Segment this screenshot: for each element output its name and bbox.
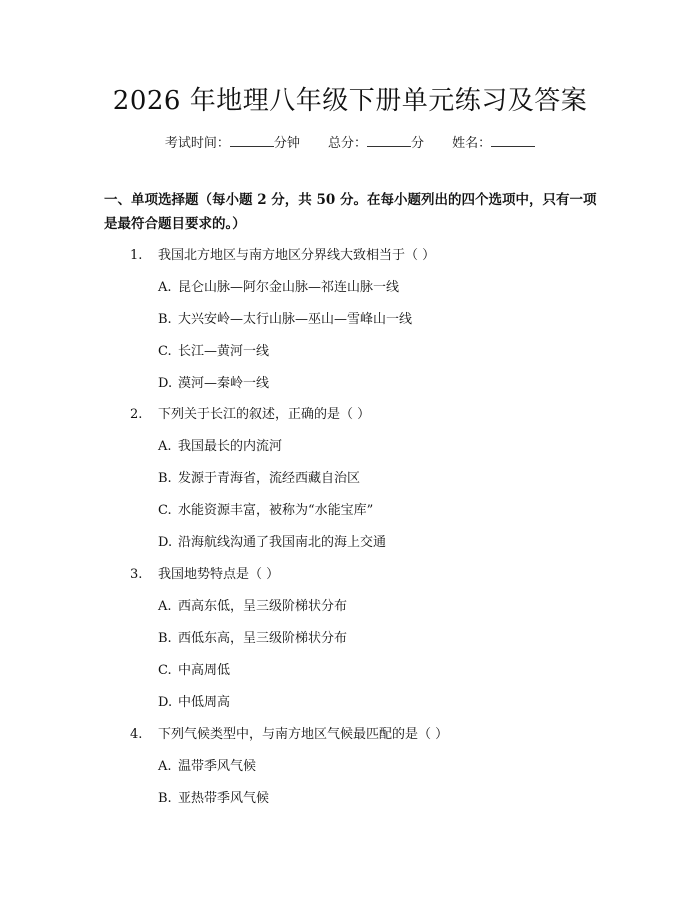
option-letter: B. <box>158 791 172 806</box>
section-heading: 一、单项选择题（每小题 2 分，共 50 分。在每小题列出的四个选项中，只有一项是最符合题目要求的。） <box>104 192 597 232</box>
option-text: 中低周高 <box>178 695 231 710</box>
question-number: 3. <box>130 567 143 582</box>
option-1a <box>158 276 399 295</box>
option-letter: B. <box>158 631 172 646</box>
option-2c <box>158 499 373 518</box>
exam-info-line <box>0 132 700 151</box>
option-letter: D. <box>158 535 173 550</box>
question-number: 4. <box>130 727 143 742</box>
option-letter: D. <box>158 695 173 710</box>
option-letter: A. <box>158 439 172 454</box>
total-score-field <box>328 136 424 151</box>
option-text: 西低东高，呈三级阶梯状分布 <box>178 631 348 646</box>
option-1c <box>158 340 269 359</box>
option-3d <box>158 691 230 710</box>
exam-time-blank <box>230 136 274 147</box>
option-text: 昆仑山脉—阿尔金山脉—祁连山脉一线 <box>178 280 400 295</box>
option-text: 我国最长的内流河 <box>178 439 283 454</box>
option-1d <box>158 372 269 391</box>
option-text: 沿海航线沟通了我国南北的海上交通 <box>178 535 387 550</box>
total-score-blank <box>367 136 411 147</box>
option-letter: D. <box>158 376 173 391</box>
option-4a <box>158 755 256 774</box>
option-text: 亚热带季风气候 <box>178 791 270 806</box>
question-number: 1. <box>130 248 143 263</box>
question-3 <box>130 563 279 582</box>
option-text: 发源于青海省，流经西藏自治区 <box>178 471 361 486</box>
question-2 <box>130 403 370 422</box>
student-name-label: 姓名： <box>452 136 492 151</box>
option-letter: B. <box>158 471 172 486</box>
option-text: 长江—黄河一线 <box>178 344 270 359</box>
question-text: 我国地势特点是（ ） <box>158 567 280 582</box>
option-2d <box>158 531 386 550</box>
exam-time-field <box>165 136 300 151</box>
option-letter: A. <box>158 759 172 774</box>
question-text: 下列气候类型中，与南方地区气候最匹配的是（ ） <box>158 727 449 742</box>
exam-time-label: 考试时间： <box>164 136 230 151</box>
option-2b <box>158 467 360 486</box>
option-text: 中高周低 <box>178 663 231 678</box>
question-number: 2. <box>130 407 143 422</box>
question-1 <box>130 244 435 263</box>
question-text: 我国北方地区与南方地区分界线大致相当于（ ） <box>158 248 436 263</box>
option-1b <box>158 308 412 327</box>
option-letter: A. <box>158 599 172 614</box>
option-letter: C. <box>158 663 172 678</box>
option-text: 水能资源丰富，被称为“水能宝库” <box>178 503 374 518</box>
option-letter: C. <box>158 344 172 359</box>
question-4 <box>130 723 448 742</box>
option-text: 漠河—秦岭一线 <box>178 376 270 391</box>
student-name-field <box>452 136 535 151</box>
exam-time-unit: 分钟 <box>273 136 300 151</box>
option-text: 西高东低，呈三级阶梯状分布 <box>178 599 348 614</box>
option-4b <box>158 787 269 806</box>
option-letter: C. <box>158 503 172 518</box>
option-letter: A. <box>158 280 172 295</box>
option-3c <box>158 659 230 678</box>
total-score-unit: 分 <box>411 136 425 151</box>
option-3b <box>158 627 347 646</box>
total-score-label: 总分： <box>327 136 367 151</box>
student-name-blank <box>491 136 535 147</box>
option-letter: B. <box>158 312 172 327</box>
option-text: 大兴安岭—太行山脉—巫山—雪峰山一线 <box>178 312 413 327</box>
option-3a <box>158 595 347 614</box>
option-text: 温带季风气候 <box>178 759 257 774</box>
question-text: 下列关于长江的叙述，正确的是（ ） <box>158 407 371 422</box>
option-2a <box>158 435 282 454</box>
document-title: 2026 年地理八年级下册单元练习及答案 <box>112 86 588 116</box>
